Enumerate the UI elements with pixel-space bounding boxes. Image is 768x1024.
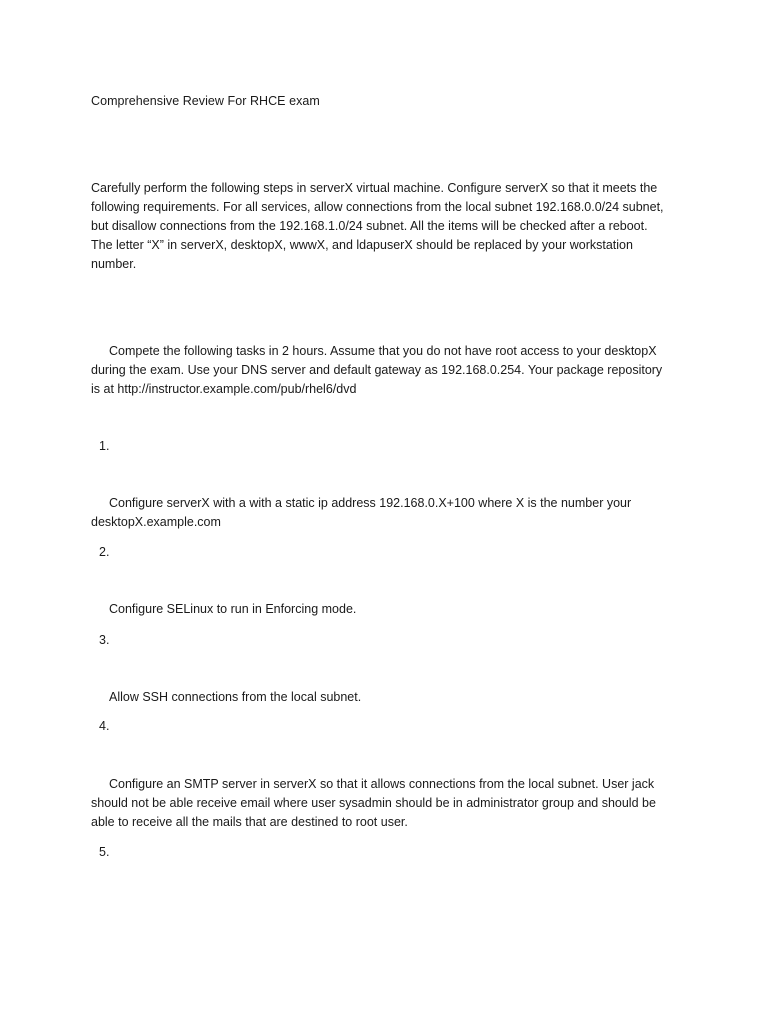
tasks-intro-paragraph: Compete the following tasks in 2 hours. Assume that you do not have root access to your desktopX during the exam. Use your DNS server and default gateway as 192.168.0.254. Your package repository is at http://instructor.example.com/pub/rhel6/dvd xyxy=(91,344,663,396)
document-title: Comprehensive Review For RHCE exam xyxy=(91,94,320,108)
item-text-4: Configure an SMTP server in serverX so that it allows connections from the local subnet. User jack should not be able receive email where user sysadmin should be in administrator group and should be able to receive all the mails that are destined to root user. xyxy=(91,777,656,829)
item-text-2: Configure SELinux to run in Enforcing mode. xyxy=(109,602,357,616)
item-number-4: 4. xyxy=(99,719,110,733)
item-number-5: 5. xyxy=(99,845,110,859)
item-number-3: 3. xyxy=(99,633,110,647)
intro-paragraph: Carefully perform the following steps in serverX virtual machine. Configure serverX so that it meets the following requirements. For all services, allow connections from the local subnet 192.168.0.0/24 subnet, but disallow connections from the 192.168.1.0/24 subnet. All the items will be checked after a reboot. The letter “X” in serverX, desktopX, wwwX, and ldapuserX should be replaced by your workstation number. xyxy=(91,181,664,271)
item-text-1: Configure serverX with a with a static ip address 192.168.0.X+100 where X is the number your desktopX.example.com xyxy=(91,496,632,529)
item-text-3: Allow SSH connections from the local subnet. xyxy=(109,690,362,704)
item-number-2: 2. xyxy=(99,545,110,559)
item-number-1: 1. xyxy=(99,439,110,453)
